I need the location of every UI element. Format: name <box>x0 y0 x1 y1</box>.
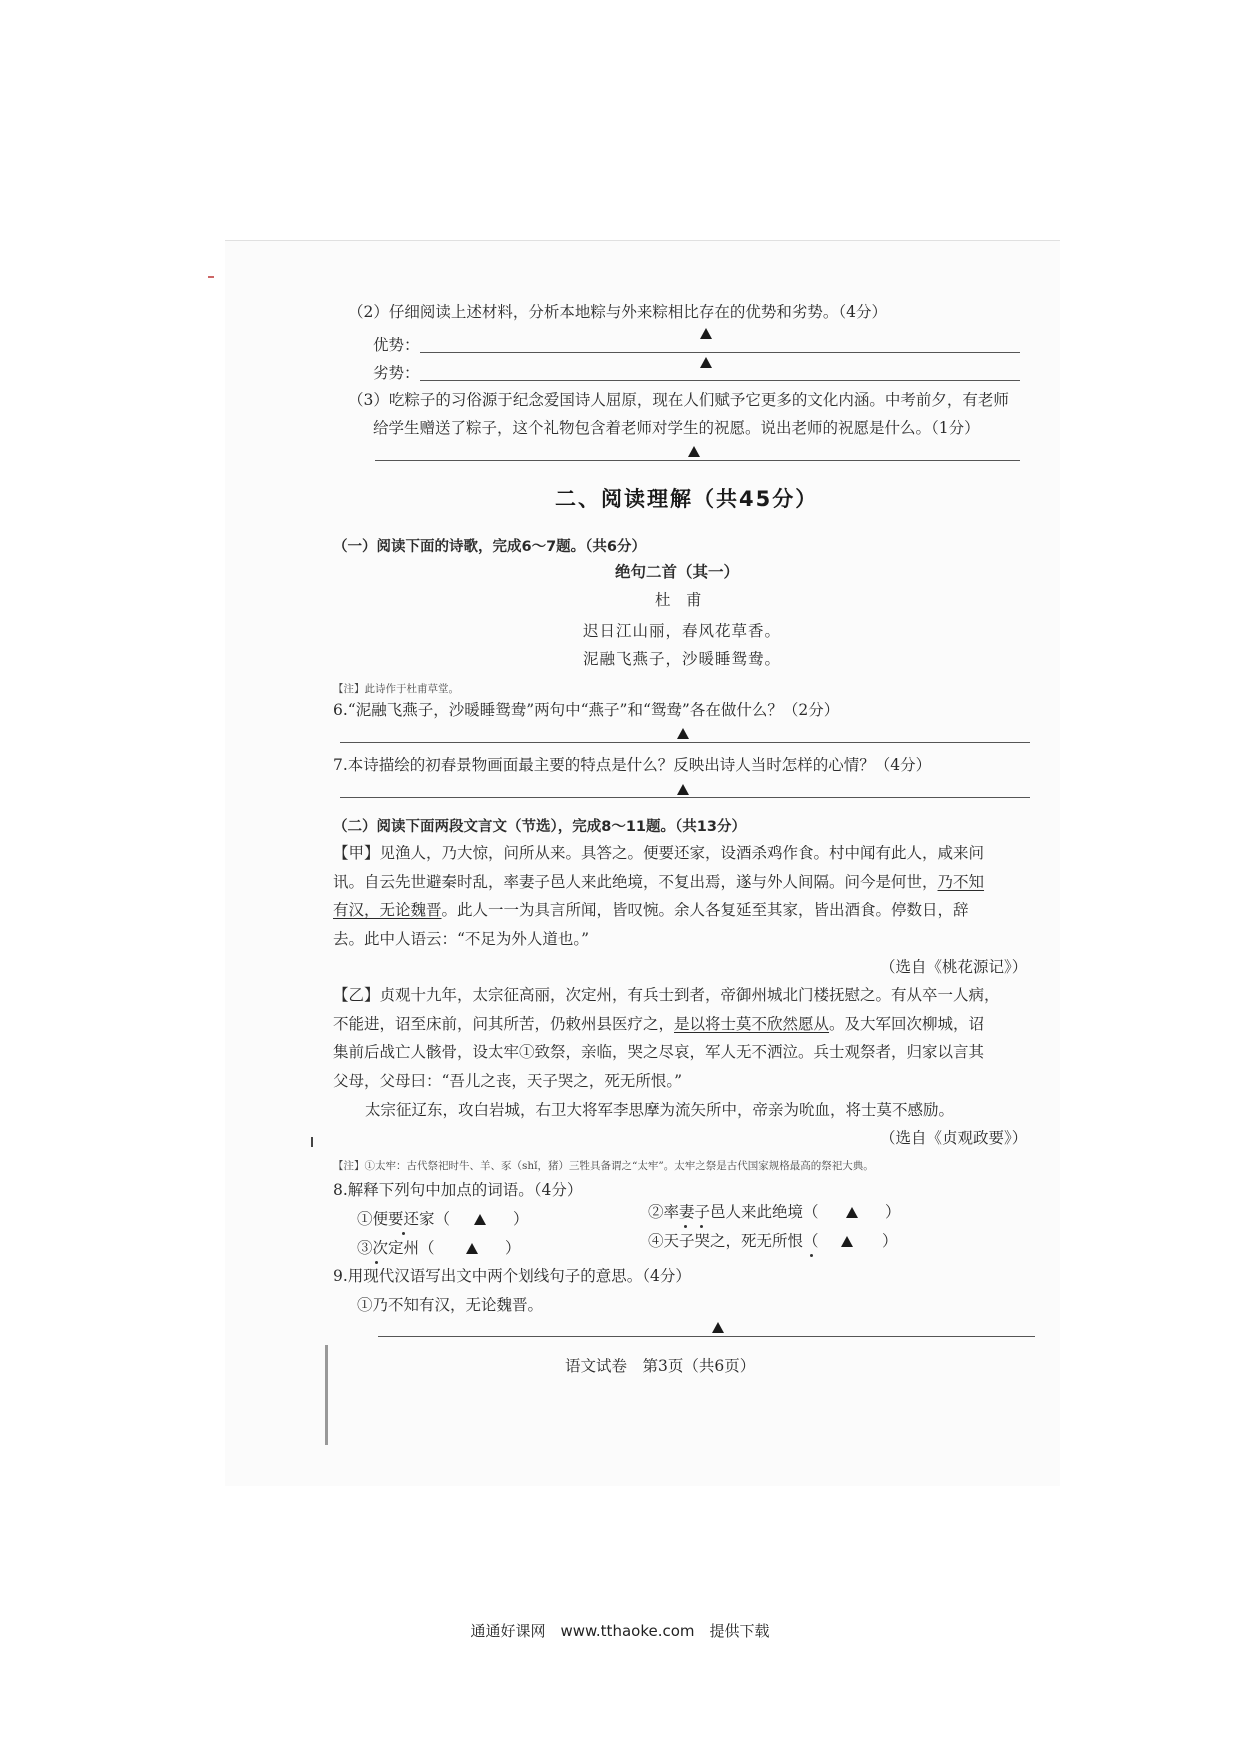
q8-item-4: ④天子哭之，死无所恨（ <box>648 1232 819 1250</box>
underlined-sentence: 乃不知 <box>937 873 985 891</box>
passage-jia-source: （选自《桃花源记》） <box>880 958 1028 976</box>
question-8: 8.解释下列句中加点的词语。（4分） <box>333 1181 583 1199</box>
answer-marker-icon <box>677 784 689 795</box>
passage-yi-text: 不能进，诏至床前，问其所苦，仍敕州县医疗之， <box>333 1015 675 1033</box>
question-6: 6.“泥融飞燕子，沙暖睡鸳鸯”两句中“燕子”和“鸳鸯”各在做什么？（2分） <box>333 701 840 719</box>
poem-author: 杜 甫 <box>655 591 702 609</box>
question-9: 9.用现代汉语写出文中两个划线句子的意思。（4分） <box>333 1267 691 1285</box>
q8-item-3: ③次定州（ <box>357 1239 435 1257</box>
q8-close-paren: ） <box>505 1239 521 1257</box>
q5-part3-line2: 给学生赠送了粽子，这个礼物包含着老师对学生的祝愿。说出老师的祝愿是什么。（1分） <box>373 419 980 437</box>
answer-line[interactable] <box>420 380 1020 381</box>
answer-marker-icon <box>677 728 689 739</box>
scan-mark <box>208 276 214 278</box>
answer-line[interactable] <box>340 797 1030 798</box>
answer-marker-icon <box>846 1207 858 1218</box>
passage-yi-note: 【注】①太牢：古代祭祀时牛、羊、豕（shǐ，猪）三牲具备谓之“太牢”。太牢之祭是古代国家规格最高的祭祀大典。 <box>333 1160 874 1172</box>
poem-note: 【注】此诗作于杜甫草堂。 <box>333 683 459 695</box>
answer-line[interactable] <box>375 460 1020 461</box>
passage-yi-line: 父母，父母曰：“吾儿之丧，天子哭之，死无所恨。” <box>333 1072 683 1090</box>
emphasis-dot <box>375 1261 378 1264</box>
passage-yi-line <box>333 1014 984 1034</box>
passage-yi-source: （选自《贞观政要》） <box>880 1129 1028 1147</box>
answer-marker-icon <box>688 446 700 457</box>
poem-line-2: 泥融飞燕子，沙暖睡鸳鸯。 <box>583 650 782 668</box>
answer-marker-icon <box>712 1322 724 1333</box>
poem-section-heading: （一）阅读下面的诗歌，完成6～7题。（共6分） <box>333 539 647 555</box>
emphasis-dot <box>402 1232 405 1235</box>
q8-close-paren: ） <box>885 1203 901 1221</box>
answer-marker-icon <box>466 1243 478 1254</box>
advantage-label: 优势： <box>373 336 420 354</box>
answer-marker-icon <box>700 357 712 368</box>
classical-section-heading: （二）阅读下面两段文言文（节选），完成8～11题。（共13分） <box>333 819 746 835</box>
answer-line[interactable] <box>420 352 1020 353</box>
answer-line[interactable] <box>378 1336 1035 1337</box>
passage-yi-line: 【乙】贞观十九年，太宗征高丽，次定州，有兵士到者，帝御州城北门楼抚慰之。有从卒一人病， <box>333 986 1000 1004</box>
question-7: 7.本诗描绘的初春景物画面最主要的特点是什么？反映出诗人当时怎样的心情？（4分） <box>333 756 932 774</box>
underlined-sentence: 是以将士莫不欣然愿从 <box>674 1015 830 1033</box>
answer-marker-icon <box>700 328 712 339</box>
q8-item-1: ①便要还家（ <box>357 1210 451 1228</box>
passage-jia-text: 。此人一一为具言所闻，皆叹惋。余人各复延至其家，皆出酒食。停数日，辞 <box>441 901 969 919</box>
q5-part3-line1: （3）吃粽子的习俗源于纪念爱国诗人屈原，现在人们赋予它更多的文化内涵。中考前夕，有老师 <box>348 391 1009 409</box>
answer-line[interactable] <box>340 742 1030 743</box>
answer-marker-icon <box>474 1214 486 1225</box>
passage-yi-line: 集前后战亡人骸骨，设太牢①致祭，亲临，哭之尽哀，军人无不洒泣。兵士观祭者，归家以言其 <box>333 1043 985 1061</box>
passage-jia-line <box>333 872 984 892</box>
emphasis-dot <box>700 1225 703 1228</box>
disadvantage-label: 劣势： <box>373 364 420 382</box>
scan-mark <box>325 1345 328 1445</box>
q8-close-paren: ） <box>882 1232 898 1250</box>
page-number: 语文试卷 第3页（共6页） <box>565 1357 756 1375</box>
passage-jia-line: 【甲】见渔人，乃大惊，问所从来。具答之。便要还家，设酒杀鸡作食。村中闻有此人，咸来问 <box>333 844 985 862</box>
q9-item-1: ①乃不知有汉，无论魏晋。 <box>357 1296 544 1314</box>
q5-part2-prompt: （2）仔细阅读上述材料，分析本地粽与外来粽相比存在的优势和劣势。（4分） <box>348 303 887 321</box>
poem-line-1: 迟日江山丽，春风花草香。 <box>583 622 782 640</box>
poem-title: 绝句二首（其一） <box>615 562 740 581</box>
passage-jia-text: 讯。自云先世避秦时乱，率妻子邑人来此绝境，不复出焉，遂与外人间隔。问今是何世， <box>333 873 938 891</box>
answer-marker-icon <box>841 1236 853 1247</box>
q8-close-paren: ） <box>513 1210 529 1228</box>
scan-mark <box>311 1137 313 1147</box>
q8-item-2: ②率妻子邑人来此绝境（ <box>648 1203 819 1221</box>
passage-jia-line <box>333 900 969 920</box>
emphasis-dot <box>810 1254 813 1257</box>
passage-jia-line: 去。此中人语云：“不足为外人道也。” <box>333 930 590 948</box>
underlined-sentence: 有汉，无论魏晋 <box>333 901 442 919</box>
passage-yi-line: 太宗征辽东，攻白岩城，右卫大将军李思摩为流矢所中，帝亲为吮血，将士莫不感励。 <box>365 1101 955 1119</box>
download-credit: 通通好课网 www.tthaoke.com 提供下载 <box>470 1622 770 1640</box>
section-title: 二、阅读理解（共45分） <box>555 487 819 511</box>
passage-yi-text: 。及大军回次柳城，诏 <box>829 1015 985 1033</box>
emphasis-dot <box>684 1225 687 1228</box>
